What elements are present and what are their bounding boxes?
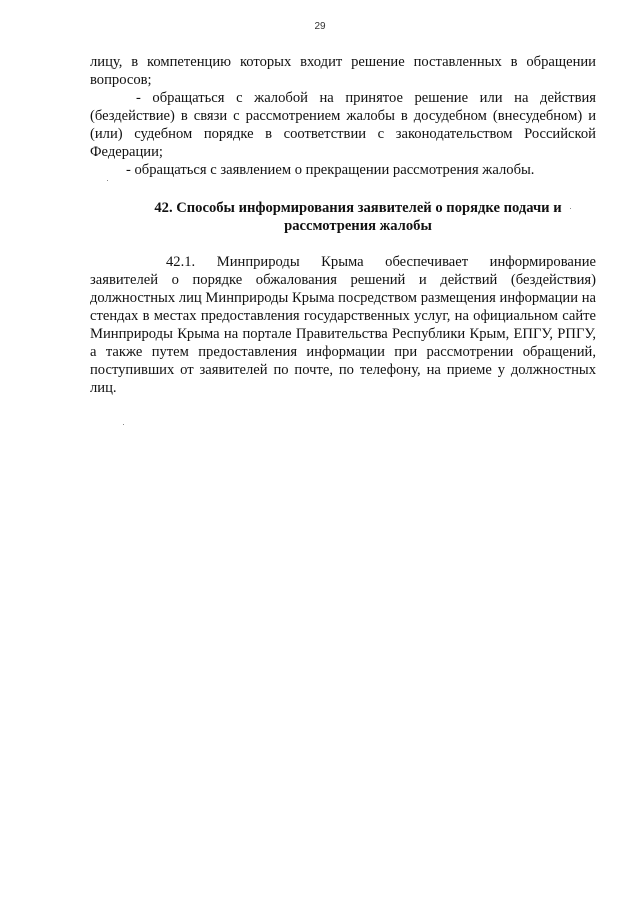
continuation-paragraph: лицу, в компетенцию которых входит решение поставленных в обращении вопросов; [90,54,596,88]
section-heading: 42. Способы информирования заявителей о порядке подачи и рассмотрения жалобы [154,200,562,234]
scan-speck [123,424,124,425]
paragraph-42-1: 42.1. Минприроды Крыма обеспечивает информирование заявителей о порядке обжалования решений и действий (бездействия) должностных лиц Минприроды Крыма посредством размещения информации на стендах в местах предоставления государственных услуг, на официальном сайте Минприроды Крыма на портале Правительства Республики Крым, ЕПГУ, РПГУ, а также путем предоставления информации при рассмотрении обращений, поступивших от заявителей по почте, по телефону, на приеме у должностных лиц. [90,254,596,396]
page-content [90,53,596,397]
bullet-item-appeal: - обращаться с жалобой на принятое решение или на действия (бездействие) в связи с рассмотрением жалобы в досудебном (внесудебном) и (или) судебном порядке в соответствии с законодательством Российской Федерации; [90,90,596,160]
scan-speck [107,180,108,181]
scan-speck [570,208,571,209]
page-number: 29 [314,21,326,32]
bullet-item-termination: - обращаться с заявлением о прекращении рассмотрения жалобы. [126,162,535,178]
